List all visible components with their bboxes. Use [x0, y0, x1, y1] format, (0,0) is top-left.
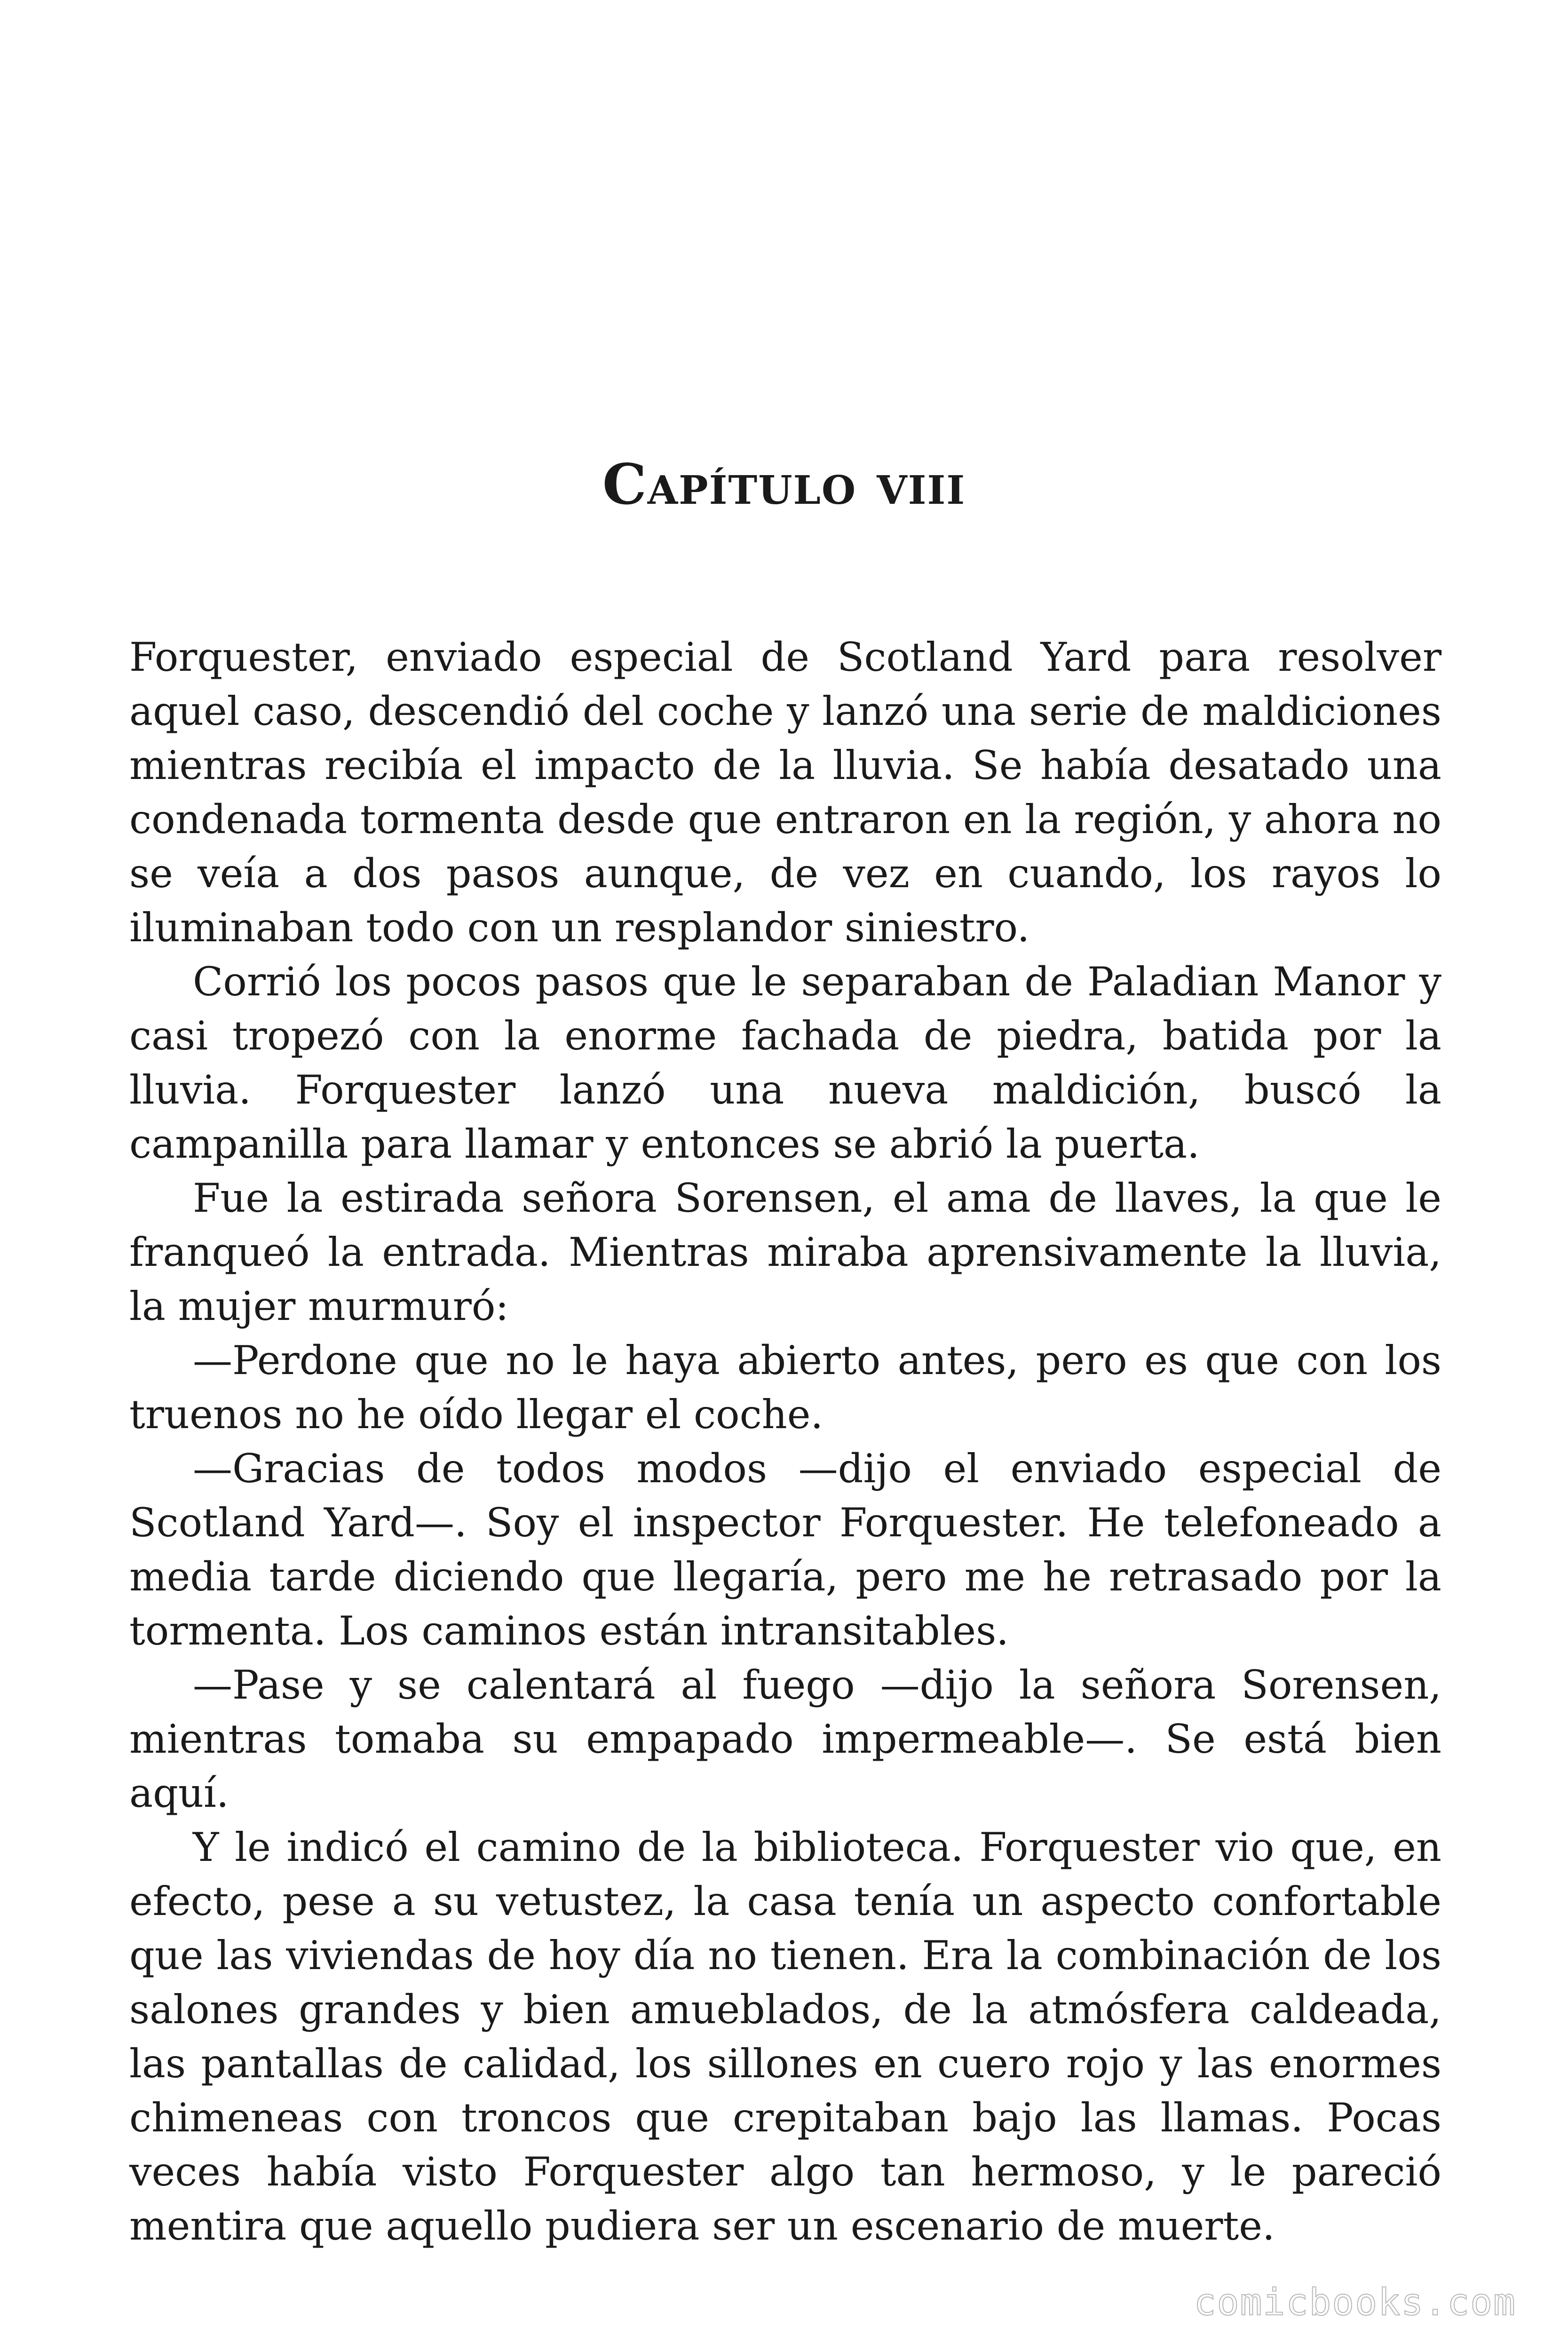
chapter-body: [129, 630, 1441, 2253]
paragraph: Y le indicó el camino de la biblioteca. Forquester vio que, en efecto, pese a su vetustez, la casa tenía un aspecto confortable que las viviendas de hoy día no tienen. Era la combinación de los salones grandes y bien amueblados, de la atmósfera caldeada, las pantallas de calidad, los sillones en cuero rojo y las enormes chimeneas con troncos que crepitaban bajo las llamas. Pocas veces había visto Forquester algo tan hermoso, y le pareció mentira que aquello pudiera ser un escenario de muerte.: [129, 1824, 1441, 2249]
paragraph: Fue la estirada señora Sorensen, el ama de llaves, la que le franqueó la entrada. Mientras miraba aprensivamente la lluvia, la mujer murmuró:: [129, 1175, 1441, 1329]
paragraph: Corrió los pocos pasos que le separaban de Paladian Manor y casi tropezó con la enorme fachada de piedra, batida por la lluvia. Forquester lanzó una nueva maldición, buscó la campanilla para llamar y entonces se abrió la puerta.: [129, 959, 1441, 1167]
watermark: comicbooks.com: [1194, 2281, 1516, 2324]
chapter-title: Capítulo viii: [602, 452, 966, 517]
paragraph: Forquester, enviado especial de Scotland Yard para resolver aquel caso, descendió del coche y lanzó una serie de maldiciones mientras recibía el impacto de la lluvia. Se había desatado una condenada tormenta desde que entraron en la región, y ahora no se veía a dos pasos aunque, de vez en cuando, los rayos lo iluminaban todo con un resplandor siniestro.: [129, 634, 1441, 951]
paragraph: —Perdone que no le haya abierto antes, pero es que con los truenos no he oído llegar el coche.: [129, 1337, 1441, 1438]
paragraph: —Gracias de todos modos —dijo el enviado especial de Scotland Yard—. Soy el inspector Forquester. He telefoneado a media tarde diciendo que llegaría, pero me he retrasado por la tormenta. Los caminos están intransitables.: [129, 1446, 1441, 1654]
paragraph: —Pase y se calentará al fuego —dijo la señora Sorensen, mientras tomaba su empapado impermeable—. Se está bien aquí.: [129, 1662, 1441, 1816]
